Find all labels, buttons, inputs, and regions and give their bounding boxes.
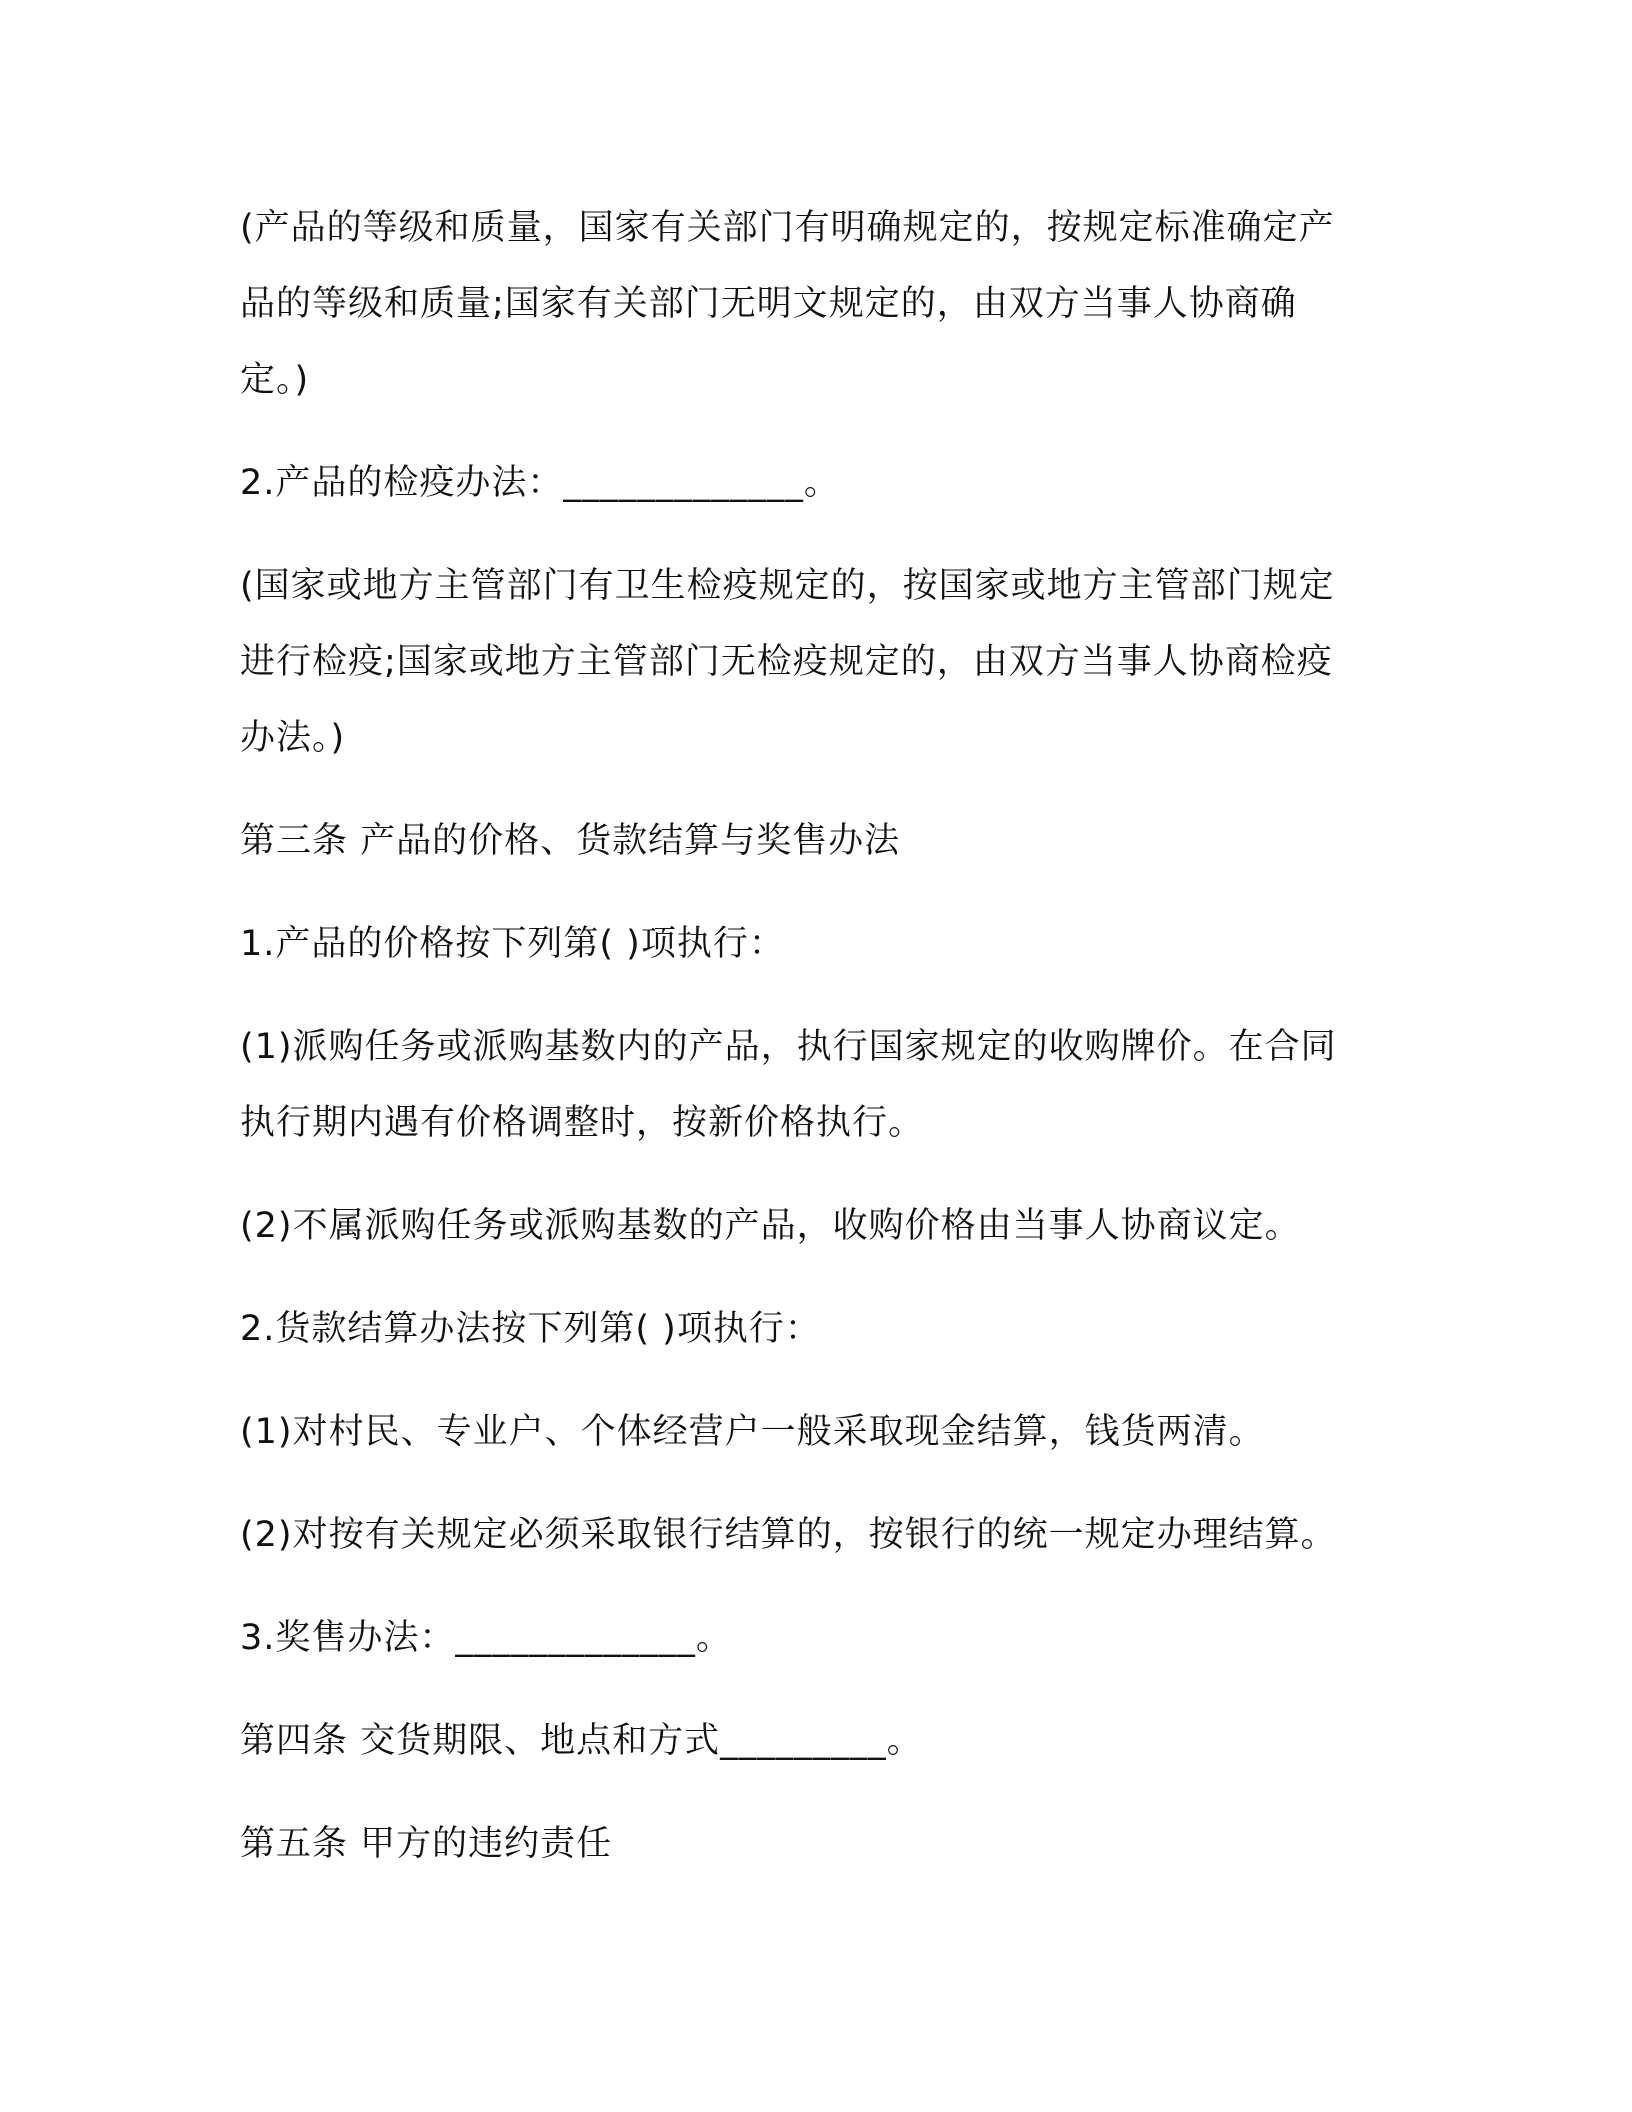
text-line: 执行期内遇有价格调整时，按新价格执行。 (240, 1103, 925, 1143)
text-line: (1)对村民、专业户、个体经营户一般采取现金结算，钱货两清。 (240, 1412, 1265, 1452)
text-line: 进行检疫;国家或地方主管部门无检疫规定的，由双方当事人协商检疫 (240, 642, 1333, 682)
article-4-heading (240, 1703, 1380, 1779)
text-line: 第五条 甲方的违约责任 (240, 1824, 613, 1864)
text-line: 品的等级和质量;国家有关部门无明文规定的，由双方当事人协商确 (240, 284, 1297, 324)
settlement-option-1 (240, 1394, 1380, 1470)
price-option-2 (240, 1188, 1380, 1264)
text-line: 定。) (240, 360, 310, 400)
incentive-method (240, 1600, 1380, 1676)
price-clause (240, 906, 1380, 982)
text-line: (国家或地方主管部门有卫生检疫规定的，按国家或地方主管部门规定 (240, 566, 1335, 606)
text-line: 1.产品的价格按下列第( )项执行： (240, 924, 785, 964)
text-line: 第四条 交货期限、地点和方式_________。 (240, 1721, 923, 1761)
text-line: 3.奖售办法：_____________。 (240, 1618, 732, 1658)
text-line: 办法。) (240, 718, 346, 758)
text-line: 2.货款结算办法按下列第( )项执行： (240, 1309, 821, 1349)
text-line: 2.产品的检疫办法：_____________。 (240, 463, 840, 503)
article-5-heading (240, 1806, 1380, 1882)
text-line: (1)派购任务或派购基数内的产品，执行国家规定的收购牌价。在合同 (240, 1027, 1337, 1067)
text-line: (产品的等级和质量，国家有关部门有明确规定的，按规定标准确定产 (240, 208, 1335, 248)
settlement-clause (240, 1291, 1380, 1367)
price-option-1 (240, 1009, 1380, 1161)
article-3-heading (240, 803, 1380, 879)
text-line: 第三条 产品的价格、货款结算与奖售办法 (240, 821, 901, 861)
document-page (240, 190, 1380, 1909)
text-line: (2)对按有关规定必须采取银行结算的，按银行的统一规定办理结算。 (240, 1515, 1337, 1555)
text-line: (2)不属派购任务或派购基数的产品，收购价格由当事人协商议定。 (240, 1206, 1301, 1246)
paragraph-quality-note (240, 190, 1380, 418)
settlement-option-2 (240, 1497, 1380, 1573)
paragraph-quarantine-method (240, 445, 1380, 521)
paragraph-quarantine-note (240, 548, 1380, 776)
